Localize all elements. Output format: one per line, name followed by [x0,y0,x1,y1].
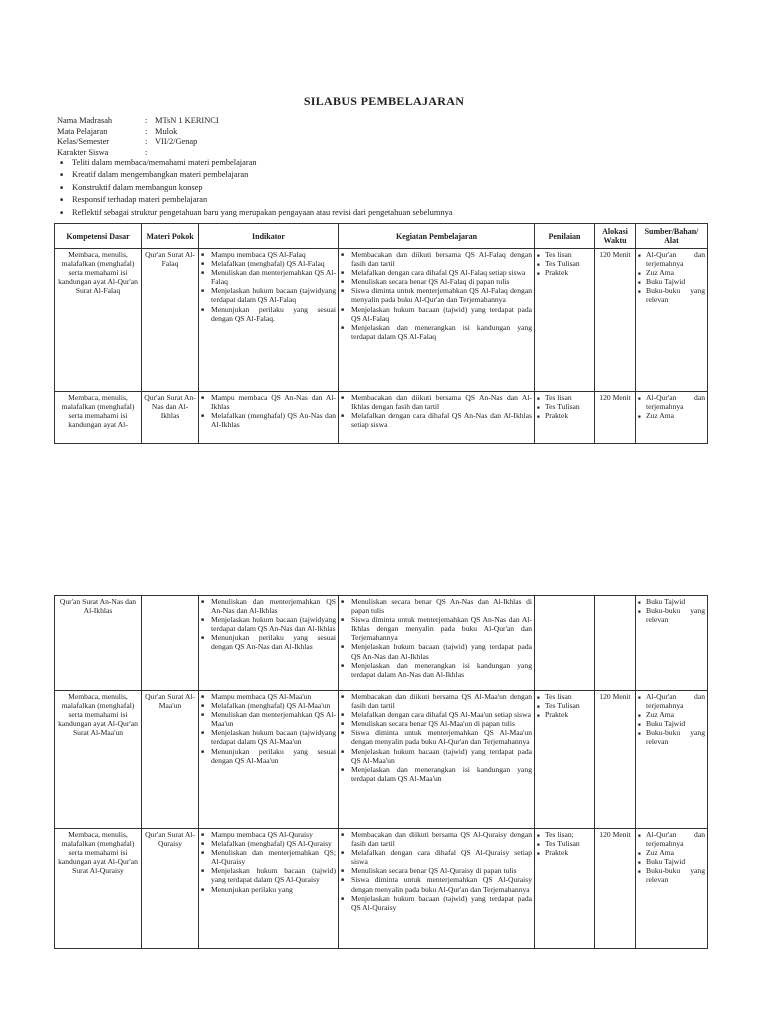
list-item: ■ Tes lisan; [537,830,592,839]
list-item: ■ Menuliskan secara benar QS An-Nas dan Al-Ikhlas di papan tulis [341,597,532,615]
cell-sumber [636,829,708,949]
cell-materi-pokok: Qur'an Surat Al-Falaq [142,249,199,392]
cell-sumber [636,596,708,691]
list-item: ■ Menjelaskan hukum bacaan (tajwid) yang terdapat pada QS Al-Maa'un [341,747,532,765]
cell-materi-pokok: Qur'an Surat Al-Quraisy [142,829,199,949]
list-item: ■ Menjelaskan dan menerangkan isi kandungan yang terdapat dalam QS Al-Falaq [341,323,532,341]
list-item: ■ Mampu membaca QS An-Nas dan Al-Ikhlas [201,393,336,411]
syllabus-table-1 [54,223,708,444]
cell-materi-pokok: Qur'an Surat An-Nas dan Al-Ikhlas [142,392,199,444]
list-item: ■ Zuz Ama [638,848,705,857]
cell-penilaian-list [537,692,592,719]
list-item: ■ Buku-buku yang relevan [638,286,705,304]
header-alokasi: Alokasi Waktu [595,224,636,249]
list-item: ■ Melafalkan (menghafal) QS An-Nas dan Al-Ikhlas [201,411,336,429]
cell-kegiatan [339,829,535,949]
list-item: ■ Menunjukan perilaku yang [201,885,336,894]
list-item: ■ Menuliskan secara benar QS Al-Falaq di papan tulis [341,277,532,286]
cell-sumber-list [638,597,705,624]
list-item: ■ Mampu membaca QS Al-Quraisy [201,830,336,839]
cell-sumber [636,691,708,829]
cell-alokasi: 120 Menit [595,249,636,392]
list-item: ■ Menuliskan dan menterjemahkan QS Al-Falaq [201,268,336,286]
header-kompetensi-dasar: Kompetensi Dasar [55,224,142,249]
cell-indikator-list [201,597,336,652]
cell-alokasi [595,596,636,691]
cell-alokasi: 120 Menit [595,392,636,444]
list-item: ■ Membacakan dan diikuti bersama QS Al-Falaq dengan fasih dan tartil [341,250,532,268]
table-row [55,596,708,691]
trait-item: ■ Reflektif sebagai struktur pengetahuan baru yang merupakan pengayaan atau revisi dari pengetahuan sebelumnya [60,207,452,219]
list-item: ■ Praktek [537,848,592,857]
info-value: Mulok [155,126,178,136]
cell-indikator-list [201,692,336,765]
cell-indikator-list [201,830,336,894]
list-item: ■ Menuliskan dan menterjemahkan QS; Al-Quraisy [201,848,336,866]
list-item: ■ Menjelaskan hukum bacaan (tajwid) yang terdapat dalam QS Al-Quraisy [201,866,336,884]
cell-alokasi: 120 Menit [595,691,636,829]
cell-sumber-list [638,250,705,305]
cell-indikator [199,596,339,691]
header-kegiatan: Kegiatan Pembelajaran [339,224,535,249]
info-value: MTsN 1 KERINCI [155,116,219,125]
cell-penilaian [535,596,595,691]
cell-kompetensi-dasar: Membaca, menulis, malafalkan (menghafal) serta memahami isi kandungan ayat Al-Qur'an Surat Al-Falaq [55,249,142,392]
header-materi-pokok: Materi Pokok [142,224,199,249]
cell-indikator-list [201,393,336,429]
list-item: ■ Al-Qur'an dan terjemahnya [638,830,705,848]
cell-sumber [636,392,708,444]
list-item: ■ Buku Tajwid [638,857,705,866]
list-item: ■ Tes Tulisan [537,402,592,411]
list-item: ■ Membacakan dan diikuti bersama QS Al-Quraisy dengan fasih dan tartil [341,830,532,848]
cell-kegiatan-list [341,250,532,341]
cell-kegiatan-list [341,393,532,429]
list-item: ■ Al-Qur'an dan terjemahnya [638,692,705,710]
header-indikator: Indikator [199,224,339,249]
list-item: ■ Siswa diminta untuk menterjemahkan QS An-Nas dan Al-Ikhlas dengan menyalin pada buku Al-Qur'an dan Terjemahannya [341,615,532,642]
list-item: ■ Menuliskan dan menterjemahkan QS An-Nas dan Al-Ikhlas [201,597,336,615]
list-item: ■ Buku-buku yang relevan [638,866,705,884]
list-item: ■ Membacakan dan diikuti bersama QS An-Nas dan Al-Ikhlas dengan fasih dan tartil [341,393,532,411]
list-item: ■ Tes lisan [537,692,592,701]
list-item: ■ Al-Qur'an dan terjemahnya [638,393,705,411]
cell-indikator [199,249,339,392]
page-title: SILABUS PEMBELAJARAN [303,94,465,108]
cell-kegiatan-list [341,597,532,679]
trait-item: ■ Responsif terhadap materi pembelajaran [60,194,452,206]
list-item: ■ Mampu membaca QS Al-Maa'un [201,692,336,701]
trait-item: ■ Kreatif dalam mengembangkan materi pembelajaran [60,169,452,181]
list-item: ■ Tes lisan [537,393,592,402]
cell-materi-pokok [142,596,199,691]
list-item: ■ Menjelaskan hukum bacaan (tajwidyang terdapat dalam QS An-Nas dan Al-Ikhlas [201,615,336,633]
list-item: ■ Buku-buku yang relevan [638,606,705,624]
list-item: ■ Menunjukan perilaku yang sesuai dengan QS An-Nas dan Al-Ikhlas [201,633,336,651]
list-item: ■ Melafalkan (menghafal) QS Al-Quraisy [201,839,336,848]
cell-sumber-list [638,692,705,747]
table-row [55,691,708,829]
cell-kegiatan-list [341,830,532,912]
list-item: ■ Buku Tajwid [638,277,705,286]
list-item: ■ Menjelaskan hukum bacaan (tajwid) yang terdapat pada QS Al-Quraisy [341,894,532,912]
list-item: ■ Zuz Ama [638,710,705,719]
cell-kegiatan-list [341,692,532,783]
list-item: ■ Menjelaskan dan menerangkan isi kandungan yang terdapat dalam QS Al-Maa'un [341,765,532,783]
cell-kegiatan [339,392,535,444]
info-label: Nama Madrasah [57,116,113,125]
header-penilaian: Penilaian [535,224,595,249]
list-item: ■ Tes lisan [537,250,592,259]
list-item: ■ Praktek [537,268,592,277]
header-sumber: Sumber/Bahan/ Alat [636,224,708,249]
list-item: ■ Menjelaskan hukum bacaan (tajwid) yang terdapat pada QS Al-Falaq [341,305,532,323]
table-row [55,392,708,444]
list-item: ■ Praktek [537,411,592,420]
trait-item: ■ Teliti dalam membaca/memahami materi pembelajaran [60,157,452,169]
list-item: ■ Menuliskan secara benar QS Al-Quraisy di papan tulis [341,866,532,875]
cell-penilaian [535,829,595,949]
cell-sumber [636,249,708,392]
list-item: ■ Tes Tulisan [537,259,592,268]
list-item: ■ Menjelaskan dan menerangkan isi kandungan yang terdapat dalam An-Nas dan Al-Ikhlas [341,661,532,679]
list-item: ■ Menjelaskan hukum bacaan (tajwidyang terdapat dalam QS Al-Maa'un [201,728,336,746]
cell-kompetensi-dasar: Membaca, menulis, malafalkan (menghafal) serta memahami isi kandungan ayat Al-Qur'an Surat Al-Maa'un [55,691,142,829]
info-label: Kelas/Semester [57,137,110,146]
list-item: ■ Zuz Ama [638,268,705,277]
cell-penilaian [535,249,595,392]
list-item: ■ Al-Qur'an dan terjemahnya [638,250,705,268]
list-item: ■ Mampu membaca QS Al-Falaq [201,250,336,259]
list-item: ■ Melafalkan dengan cara dihafal QS Al-Falaq setiap siswa [341,268,532,277]
cell-indikator [199,392,339,444]
list-item: ■ Buku Tajwid [638,719,705,728]
cell-indikator [199,829,339,949]
list-item: ■ Melafalkan (menghafal) QS Al-Falaq [201,259,336,268]
list-item: ■ Siswa diminta untuk menterjemahkan QS Al-Falaq dengan menyalin pada buku Al-Qur'an dan Terjemahannya [341,286,532,304]
info-row-school: Nama Madrasah : MTsN 1 KERINCI [57,116,219,125]
list-item: ■ Siswa diminta untuk menterjemahkan QS Al-Maa'un dengan menyalin pada buku Al-Qur'an dan Terjemahannya [341,728,532,746]
list-item: ■ Menunjukan perilaku yang sesuai dengan QS Al-Maa'un [201,747,336,765]
list-item: ■ Tes Tulisan [537,701,592,710]
info-row-character: Karakter Siswa : [57,147,148,157]
list-item: ■ Melafalkan dengan cara dihafal QS Al-Maa'un setiap siswa [341,710,532,719]
list-item: ■ Melafalkan dengan cara dihafal QS Al-Quraisy setiap siswa [341,848,532,866]
school-info [57,116,219,158]
cell-sumber-list [638,393,705,420]
cell-kegiatan [339,691,535,829]
list-item: ■ Menunjukan perilaku yang sesuai dengan QS Al-Falaq. [201,305,336,323]
cell-indikator [199,691,339,829]
cell-kegiatan [339,596,535,691]
trait-item: ■ Konstruktif dalam membangun konsep [60,182,452,194]
list-item: ■ Menuliskan secara benar QS Al-Maa'un di papan tulis [341,719,532,728]
list-item: ■ Buku-buku yang relevan [638,728,705,746]
list-item: ■ Menuliskan dan menterjemahkan QS Al-Maa'un [201,710,336,728]
student-traits-list [60,157,452,219]
list-item: ■ Melafalkan (menghafal) QS Al-Maa'un [201,701,336,710]
info-value: VII/2/Genap [155,137,198,146]
info-row-class: Kelas/Semester : VII/2/Genap [57,137,198,146]
cell-kegiatan [339,249,535,392]
cell-kompetensi-dasar: Membaca, menulis, malafalkan (menghafal) serta memahami isi kandungan ayat Al-Qur'an Surat Al-Quraisy [55,829,142,949]
cell-penilaian [535,691,595,829]
cell-sumber-list [638,830,705,885]
list-item: ■ Membacakan dan diikuti bersama QS Al-Maa'un dengan fasih dan tartil [341,692,532,710]
list-item: ■ Zuz Ama [638,411,705,420]
cell-penilaian-list [537,250,592,277]
cell-penilaian-list [537,830,592,857]
list-item: ■ Menjelaskan hukum bacaan (tajwid) yang terdapat pada QS An-Nas dan Al-Ikhlas [341,642,532,660]
list-item: ■ Tes Tulisan [537,839,592,848]
cell-alokasi: 120 Menit [595,829,636,949]
info-row-subject: Mata Pelajaran : Mulok [57,126,178,136]
cell-materi-pokok: Qur'an Surat Al-Maa'un [142,691,199,829]
table-row [55,829,708,949]
list-item: ■ Menjelaskan hukum bacaan (tajwidyang terdapat dalam QS Al-Falaq [201,286,336,304]
list-item: ■ Buku Tajwid [638,597,705,606]
list-item: ■ Praktek [537,710,592,719]
cell-kompetensi-dasar: Qur'an Surat An-Nas dan Al-Ikhlas [55,596,142,691]
table-row [55,249,708,392]
cell-kompetensi-dasar: Membaca, menulis, malafalkan (menghafal) serta memahami isi kandungan ayat Al- [55,392,142,444]
cell-indikator-list [201,250,336,323]
info-label: Karakter Siswa [57,147,109,157]
cell-penilaian [535,392,595,444]
cell-penilaian-list [537,393,592,420]
list-item: ■ Melafalkan dengan cara dihafal QS An-Nas dan Al-Ikhlas setiap siswa [341,411,532,429]
list-item: ■ Siswa diminta untuk menterjemahkan QS Al-Quraisy dengan menyalin pada buku Al-Qur'an dan Terjemahannya [341,875,532,893]
syllabus-table-2 [54,595,708,949]
info-label: Mata Pelajaran [57,126,108,136]
